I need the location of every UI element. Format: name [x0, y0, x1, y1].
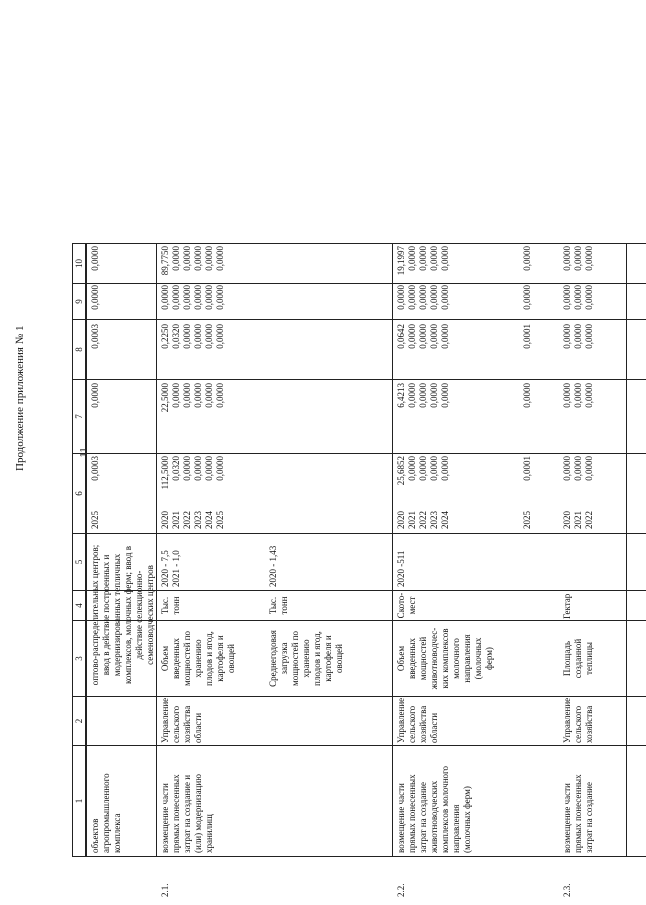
row-divider — [86, 243, 87, 857]
row-2-2-executor: Управление сельского хозяйства области — [396, 697, 439, 743]
page-number: 11 — [78, 447, 90, 458]
row-2-2-unit: Ското- мест — [396, 592, 417, 619]
row-2-1-executor: Управление сельского хозяйства области — [160, 697, 203, 743]
table-border-right — [86, 243, 646, 244]
row-divider — [626, 243, 627, 857]
row-2-3-values-col9: 0,0000 0,0000 0,0000 — [562, 285, 594, 310]
row-2-2-values-col8: 0,0642 0,0000 0,0000 0,0000 0,0000 — [396, 324, 450, 349]
col-number-10: 10 — [72, 243, 86, 284]
intro-value-col8: 0,0003 — [90, 324, 100, 349]
program-table — [72, 25, 642, 897]
col-number-2: 2 — [72, 696, 86, 746]
table-border-left — [86, 856, 646, 857]
col-number-4: 4 — [72, 590, 86, 621]
col-number-1: 1 — [72, 745, 86, 857]
row-2-3-values-col6: 0,0000 0,0000 0,0000 — [562, 456, 594, 481]
row-2-1-values-col7: 22,5000 0,0000 0,0000 0,0000 0,0000 0,0000 — [160, 383, 225, 413]
row-2-2-number: 2.2. — [396, 883, 406, 897]
row-2-1-years: 2020 2021 2022 2023 2024 2025 — [160, 511, 225, 529]
row-divider — [392, 243, 393, 857]
row-2-2-indicator: Объем введенных мощностей животноводчес- ких комплексов молочного направления (молочных ферм) — [396, 627, 494, 690]
intro-value-col9: 0,0000 — [90, 285, 100, 310]
row-2-2-last-col7: 0,0000 — [522, 383, 532, 408]
row-2-2-values-col7: 6,4213 0,0000 0,0000 0,0000 0,0000 — [396, 383, 450, 408]
row-2-3-number: 2.3. — [562, 883, 572, 897]
row-2-3-executor: Управление сельского хозяйства — [562, 697, 594, 743]
intro-value-col6: 0,0003 — [90, 456, 100, 481]
row-2-3-years: 2020 2021 2022 — [562, 511, 594, 529]
intro-value-col7: 0,0000 — [90, 383, 100, 408]
col-number-6: 6 — [72, 453, 86, 534]
row-2-2-measure-name: возмещение части прямых понесенных затрат на создание животноводческих комплексов молочного направления (молочных ферм) — [396, 765, 472, 853]
column-divider — [86, 453, 646, 454]
row-2-1-number: 2.1. — [160, 883, 170, 897]
row-2-1-target-2: 2020 - 1,43 — [268, 545, 278, 587]
column-number-row — [72, 25, 86, 857]
column-divider — [86, 379, 646, 380]
appendix-continuation-title: Продолжение приложения № 1 — [14, 325, 26, 471]
row-2-3-unit: Гектар — [562, 593, 572, 619]
col-number-3: 3 — [72, 620, 86, 697]
row-2-1-values-col6: 112,5000 0,0320 0,0000 0,0000 0,0000 0,0000 — [160, 456, 225, 490]
column-divider — [86, 283, 646, 284]
intro-year: 2025 — [90, 511, 100, 529]
row-2-1-indicator-2: Среднегодовая загрузка мощностей по хранению плодов и ягод, картофеля и овощей — [268, 630, 344, 687]
col-number-9: 9 — [72, 283, 86, 320]
row-2-1-values-col9: 0,0000 0,0000 0,0000 0,0000 0,0000 0,0000 — [160, 285, 225, 310]
column-divider — [86, 319, 646, 320]
row-divider — [156, 243, 157, 857]
row-2-2-last-col8: 0,0001 — [522, 324, 532, 349]
row-2-3-values-col8: 0,0000 0,0000 0,0000 — [562, 324, 594, 349]
row-2-1-measure-name: возмещение части прямых понесенных затрат на создание и (или) модернизацию хранилищ — [160, 774, 214, 853]
row-2-3-indicator: Площадь созданной теплицы — [562, 638, 594, 679]
row-2-2-year-last: 2025 — [522, 511, 532, 529]
row-2-2-last-col9: 0,0000 — [522, 285, 532, 310]
row-2-1-target-1: 2020 - 7,5 2021 - 1,0 — [160, 550, 181, 587]
col-number-5: 5 — [72, 533, 86, 591]
row-2-1-unit-1: Тыс. тонн — [160, 596, 181, 615]
row-2-1-values-col10: 89,7750 0,0000 0,0000 0,0000 0,0000 0,0000 — [160, 246, 225, 276]
row-2-2-last-col10: 0,0000 — [522, 246, 532, 271]
intro-value-col10: 0,0000 — [90, 246, 100, 271]
col-number-8: 8 — [72, 319, 86, 380]
row-2-2-values-col6: 25,6852 0,0000 0,0000 0,0000 0,0000 — [396, 456, 450, 486]
column-divider — [86, 533, 646, 534]
column-divider — [86, 745, 646, 746]
row-2-3-measure-name: возмещение части прямых понесенных затрат на создание — [562, 774, 594, 853]
row-2-3-values-col7: 0,0000 0,0000 0,0000 — [562, 383, 594, 408]
row-2-3-values-col10: 0,0000 0,0000 0,0000 — [562, 246, 594, 271]
col-number-7: 7 — [72, 379, 86, 454]
row-2-2-years: 2020 2021 2022 2023 2024 — [396, 511, 450, 529]
column-divider — [86, 696, 646, 697]
row-2-1-values-col8: 0,2250 0,0320 0,0000 0,0000 0,0000 0,0000 — [160, 324, 225, 349]
row-2-2-last-col6: 0,0001 — [522, 456, 532, 481]
intro-indicator-text: оптово-распределительных центров; ввод в действие построенных и модернизированных тепличных комплексов, молочных ферм; ввод в действие селекционно- семеноводческих центров — [90, 544, 155, 686]
row-2-2-values-col9: 0,0000 0,0000 0,0000 0,0000 0,0000 — [396, 285, 450, 310]
row-2-2-values-col10: 19,1997 0,0000 0,0000 0,0000 0,0000 — [396, 246, 450, 276]
row-2-1-indicator-1: Объем введенных мощностей по хранению плодов и ягод, картофеля и овощей — [160, 631, 236, 686]
row-2-1-unit-2: Тыс. тонн — [268, 596, 289, 615]
row-2-2-target: 2020 -511 — [396, 550, 406, 587]
intro-object-name: объектов агропромышленного комплекса — [90, 773, 122, 853]
